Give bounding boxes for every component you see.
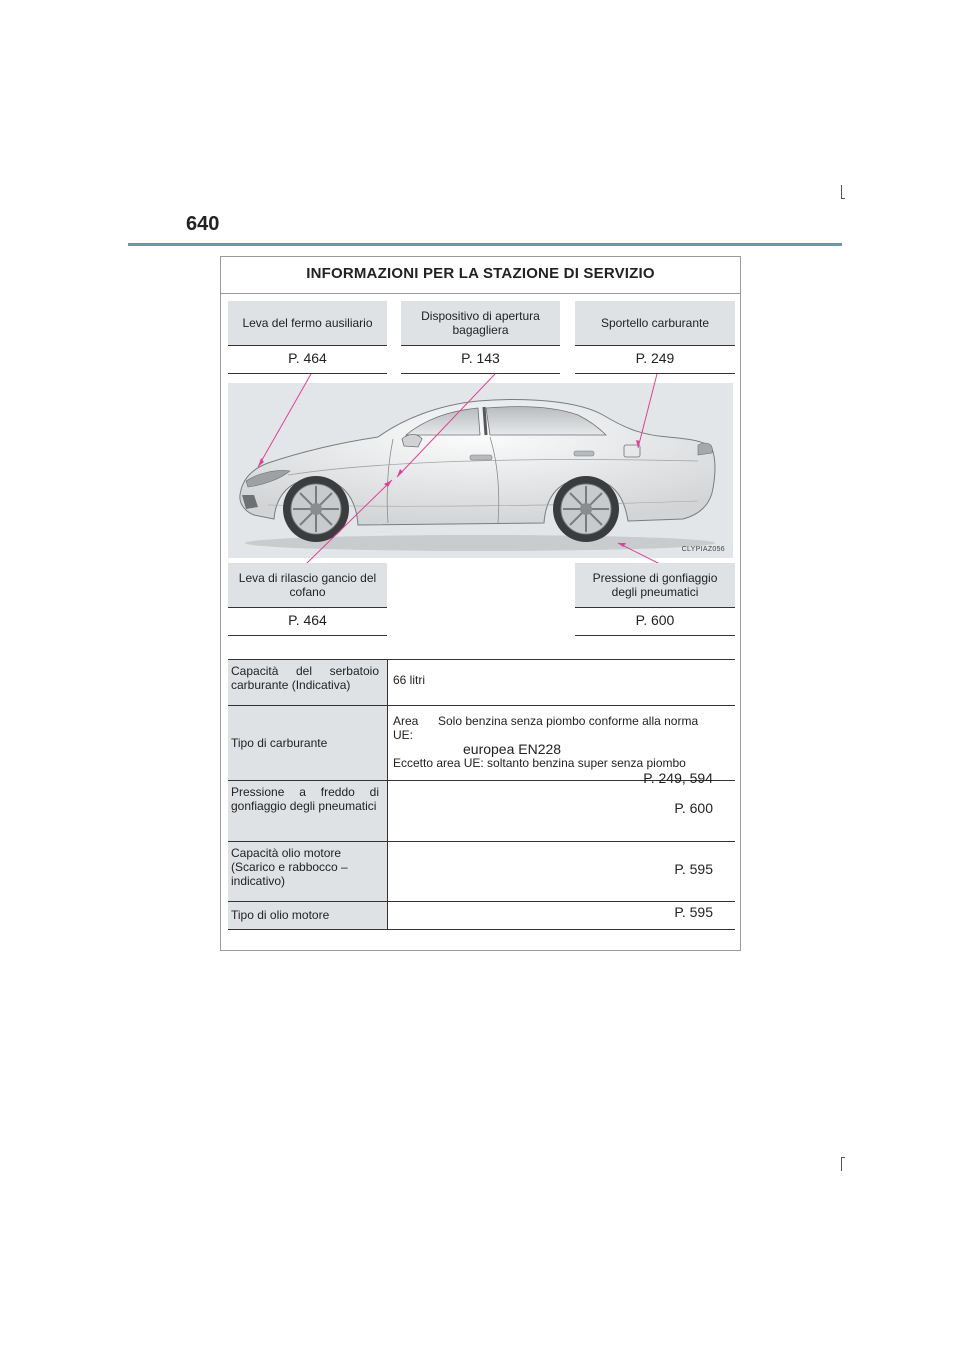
spec-row-oil-type [228, 902, 735, 930]
image-code: CLYPIAZ056 [681, 546, 725, 553]
header-rule [128, 243, 842, 246]
crop-mark-top [841, 185, 842, 199]
car-illustration [228, 383, 733, 558]
spec-label-oil-type: Tipo di olio motore [228, 902, 387, 929]
front-wheel-icon [283, 476, 349, 542]
label-aux-latch: Leva del fermo ausiliario [228, 301, 387, 346]
spec-label-fuel: Tipo di carburante [228, 706, 387, 780]
spec-label-oil-capacity: Capacità olio motore (Scarico e rabbocco – indicativo) [228, 842, 387, 901]
spec-table [228, 659, 735, 930]
ref-oil-type[interactable]: P. 595 [674, 904, 713, 920]
section-title: INFORMAZIONI PER LA STAZIONE DI SERVIZIO [306, 265, 655, 282]
fuel-non-eu: Eccetto area UE: soltanto benzina super senza piombo [393, 756, 686, 770]
ref-fuel-door[interactable]: P. 249 [575, 346, 735, 374]
spec-label-tire: Pressione a freddo di gonfiaggio degli pneumatici [228, 781, 387, 841]
spec-value-fuel [387, 706, 735, 786]
ref-hood-release[interactable]: P. 464 [228, 608, 387, 636]
label-hood-release: Leva di rilascio gancio del cofano [228, 563, 387, 608]
fuel-eu-line1: Solo benzina senza piombo conforme alla norma [438, 714, 699, 728]
label-fuel-door: Sportello carburante [575, 301, 735, 346]
ref-fuel-type[interactable]: P. 249, 594 [643, 770, 713, 786]
rear-wheel-icon [553, 476, 619, 542]
ref-oil-capacity[interactable]: P. 595 [674, 861, 713, 877]
crop-mark-bottom [841, 1157, 842, 1171]
spec-row-oil-capacity [228, 842, 735, 902]
label-trunk-opener: Dispositivo di apertura bagagliera [401, 301, 560, 346]
fuel-eu-line2: europea EN228 [463, 741, 562, 757]
fuel-region-eu: Area UE: [393, 714, 419, 742]
spec-label-tank: Capacità del serbatoio carburante (Indicativa) [228, 660, 387, 705]
label-tire-pressure: Pressione di gonfiaggio degli pneumatici [575, 563, 735, 608]
spec-value-tire [387, 781, 735, 841]
spec-value-tank: 66 litri [387, 660, 735, 705]
ref-aux-latch[interactable]: P. 464 [228, 346, 387, 374]
spec-row-fuel [228, 706, 735, 786]
ref-tire-spec[interactable]: P. 600 [674, 800, 713, 816]
ref-trunk-opener[interactable]: P. 143 [401, 346, 560, 374]
spec-value-oil-type [387, 902, 735, 929]
spec-row-tire [228, 781, 735, 842]
spec-row-tank [228, 660, 735, 706]
title-rule [221, 293, 740, 294]
ref-tire-pressure[interactable]: P. 600 [575, 608, 735, 636]
car-side-view-icon [228, 383, 733, 558]
spec-value-oil-capacity [387, 842, 735, 901]
page-number: 640 [186, 213, 220, 235]
